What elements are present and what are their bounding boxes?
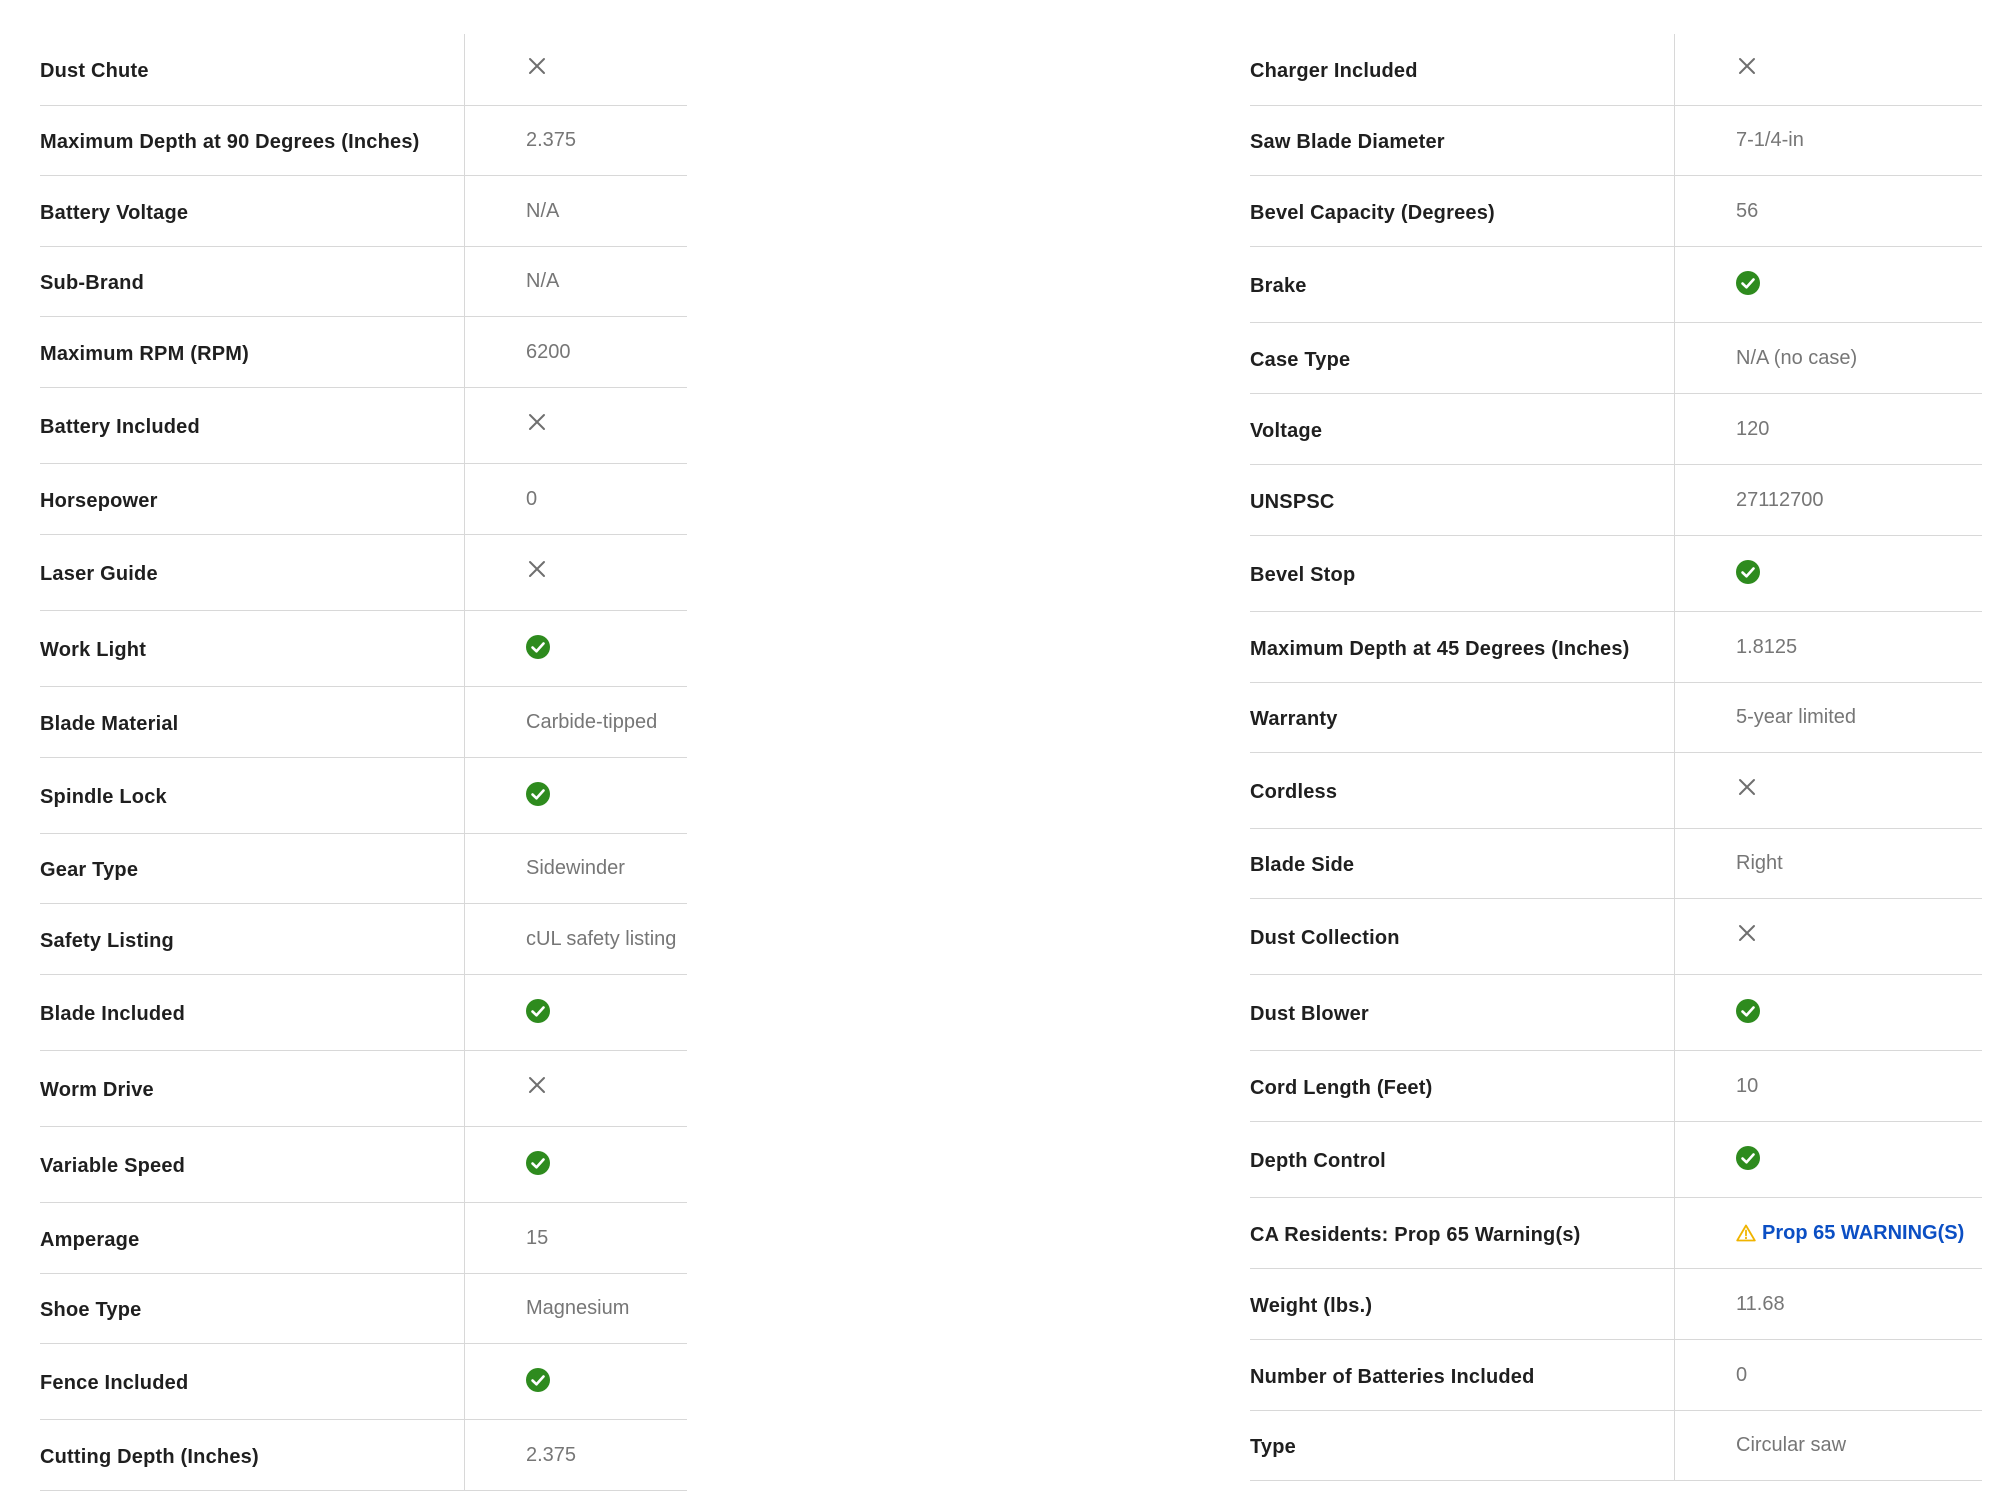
spec-value [465,388,687,463]
spec-row-voltage [1250,394,1982,465]
spec-value [1675,975,1982,1050]
spec-label: Cutting Depth (Inches) [40,1420,465,1490]
spec-value-text: cUL safety listing [526,927,677,950]
spec-row-battery-included [40,388,687,464]
spec-row-dust-collection [1250,899,1982,975]
spec-row-sub-brand [40,247,687,317]
spec-label: Blade Side [1250,829,1675,898]
spec-label: Bevel Capacity (Degrees) [1250,176,1675,246]
spec-row-dust-blower [1250,975,1982,1051]
spec-row-gear-type [40,834,687,904]
spec-value-text: 0 [1736,1363,1748,1386]
spec-row-laser-guide [40,535,687,611]
spec-value [1675,1051,1982,1121]
spec-row-blade-side [1250,829,1982,899]
x-mark-icon [526,411,548,433]
check-circle-icon [526,782,550,806]
spec-value-text: 56 [1736,199,1759,222]
spec-label: Spindle Lock [40,758,465,833]
spec-label: Blade Included [40,975,465,1050]
spec-label: Cordless [1250,753,1675,828]
spec-value [465,758,687,833]
spec-label: Horsepower [40,464,465,534]
spec-label: Safety Listing [40,904,465,974]
spec-label: Depth Control [1250,1122,1675,1197]
spec-label: Charger Included [1250,34,1675,105]
spec-value [1675,829,1982,898]
spec-label: Work Light [40,611,465,686]
spec-value [465,464,687,534]
spec-value [1675,176,1982,246]
spec-label: Saw Blade Diameter [1250,106,1675,175]
spec-value-text: 120 [1736,417,1770,440]
spec-row-bevel-capacity-degrees [1250,176,1982,247]
spec-value [465,975,687,1050]
spec-row-maximum-depth-at-90-degrees-inches [40,106,687,176]
spec-value [465,1203,687,1273]
spec-label: Dust Chute [40,34,465,105]
x-mark-icon [526,558,548,580]
spec-value [1675,1122,1982,1197]
spec-row-blade-included [40,975,687,1051]
spec-value-text: 5-year limited [1736,706,1857,728]
spec-label: Cord Length (Feet) [1250,1051,1675,1121]
spec-row-amperage [40,1203,687,1274]
spec-value [1675,465,1982,535]
spec-value [465,106,687,175]
warning-triangle-icon [1736,1224,1756,1242]
spec-value [1675,323,1982,393]
spec-row-warranty [1250,683,1982,753]
spec-table-left [40,34,687,1491]
spec-row-number-of-batteries-included [1250,1340,1982,1411]
spec-value [465,611,687,686]
check-circle-icon [1736,560,1760,584]
spec-row-maximum-depth-at-45-degrees-inches [1250,612,1982,683]
spec-value [1675,899,1982,974]
spec-value-text: 0 [526,487,538,510]
spec-row-weight-lbs [1250,1269,1982,1340]
spec-value[interactable] [1675,1198,1982,1268]
spec-label: Dust Blower [1250,975,1675,1050]
spec-label: Blade Material [40,687,465,757]
spec-value [465,34,687,105]
spec-label: Dust Collection [1250,899,1675,974]
spec-value [1675,683,1982,752]
check-circle-icon [526,1368,550,1392]
spec-value-text: 2.375 [526,1443,577,1466]
spec-row-ca-residents-prop-65-warning-s [1250,1198,1982,1269]
spec-label: Number of Batteries Included [1250,1340,1675,1410]
spec-label: Worm Drive [40,1051,465,1126]
spec-label: Amperage [40,1203,465,1273]
spec-label: CA Residents: Prop 65 Warning(s) [1250,1198,1675,1268]
spec-value [1675,106,1982,175]
spec-row-unspsc [1250,465,1982,536]
prop-65-link-label: Prop 65 WARNING(S) [1762,1221,1965,1244]
spec-value [465,1344,687,1419]
spec-row-worm-drive [40,1051,687,1127]
spec-value [465,1420,687,1490]
spec-label: Laser Guide [40,535,465,610]
spec-row-cutting-depth-inches [40,1420,687,1491]
spec-row-saw-blade-diameter [1250,106,1982,176]
check-circle-icon [526,999,550,1023]
spec-value-text: 27112700 [1736,488,1824,511]
spec-row-fence-included [40,1344,687,1420]
spec-value [1675,1269,1982,1339]
spec-value-text: 2.375 [526,129,577,151]
spec-label: Bevel Stop [1250,536,1675,611]
spec-label: Battery Voltage [40,176,465,246]
spec-row-spindle-lock [40,758,687,834]
spec-value-text: Right [1736,852,1783,874]
spec-value [1675,247,1982,322]
x-mark-icon [1736,922,1758,944]
spec-value [1675,753,1982,828]
spec-label: Voltage [1250,394,1675,464]
prop-65-warning-link[interactable] [1736,1222,1964,1245]
spec-label: Case Type [1250,323,1675,393]
check-circle-icon [526,635,550,659]
spec-value [1675,1340,1982,1410]
check-circle-icon [1736,1146,1760,1170]
spec-value-text: N/A (no case) [1736,346,1858,369]
spec-row-horsepower [40,464,687,535]
spec-label: Type [1250,1411,1675,1480]
spec-value [465,904,687,974]
spec-value [465,1051,687,1126]
spec-label: Maximum Depth at 45 Degrees (Inches) [1250,612,1675,682]
spec-row-maximum-rpm-rpm [40,317,687,388]
spec-value [465,247,687,316]
spec-value [465,1274,687,1343]
spec-value-text: 11.68 [1736,1292,1785,1315]
spec-row-safety-listing [40,904,687,975]
spec-label: Shoe Type [40,1274,465,1343]
x-mark-icon [526,55,548,77]
spec-label: UNSPSC [1250,465,1675,535]
spec-value [465,1127,687,1202]
spec-value [465,687,687,757]
spec-row-battery-voltage [40,176,687,247]
spec-label: Fence Included [40,1344,465,1419]
spec-value-text: Circular saw [1736,1434,1847,1456]
spec-value-text: Magnesium [526,1297,630,1319]
spec-label: Variable Speed [40,1127,465,1202]
spec-label: Weight (lbs.) [1250,1269,1675,1339]
spec-value-text: 1.8125 [1736,635,1798,658]
spec-value [1675,536,1982,611]
spec-value-text: Sidewinder [526,857,625,879]
spec-value-text: 7-1/4-in [1736,129,1804,151]
spec-value [1675,1411,1982,1480]
spec-label: Battery Included [40,388,465,463]
spec-value [465,535,687,610]
spec-table-right [1250,34,1982,1481]
spec-row-variable-speed [40,1127,687,1203]
spec-value-text: 15 [526,1226,549,1249]
spec-value-text: N/A [526,270,560,292]
check-circle-icon [1736,271,1760,295]
spec-value [1675,612,1982,682]
check-circle-icon [1736,999,1760,1023]
spec-label: Brake [1250,247,1675,322]
spec-row-dust-chute [40,34,687,106]
spec-row-cordless [1250,753,1982,829]
spec-value [1675,34,1982,105]
spec-value [465,834,687,903]
spec-value-text: N/A [526,199,560,222]
spec-value [465,317,687,387]
spec-row-bevel-stop [1250,536,1982,612]
spec-row-work-light [40,611,687,687]
x-mark-icon [1736,55,1758,77]
x-mark-icon [1736,776,1758,798]
spec-label: Maximum Depth at 90 Degrees (Inches) [40,106,465,175]
spec-row-type [1250,1411,1982,1481]
spec-row-brake [1250,247,1982,323]
spec-row-case-type [1250,323,1982,394]
x-mark-icon [526,1074,548,1096]
spec-row-shoe-type [40,1274,687,1344]
spec-label: Warranty [1250,683,1675,752]
check-circle-icon [526,1151,550,1175]
spec-label: Gear Type [40,834,465,903]
spec-label: Sub-Brand [40,247,465,316]
spec-value [1675,394,1982,464]
spec-row-blade-material [40,687,687,758]
spec-label: Maximum RPM (RPM) [40,317,465,387]
spec-value [465,176,687,246]
spec-row-charger-included [1250,34,1982,106]
spec-value-text: 10 [1736,1074,1759,1097]
spec-value-text: 6200 [526,340,571,363]
spec-row-depth-control [1250,1122,1982,1198]
spec-row-cord-length-feet [1250,1051,1982,1122]
spec-value-text: Carbide-tipped [526,710,658,733]
